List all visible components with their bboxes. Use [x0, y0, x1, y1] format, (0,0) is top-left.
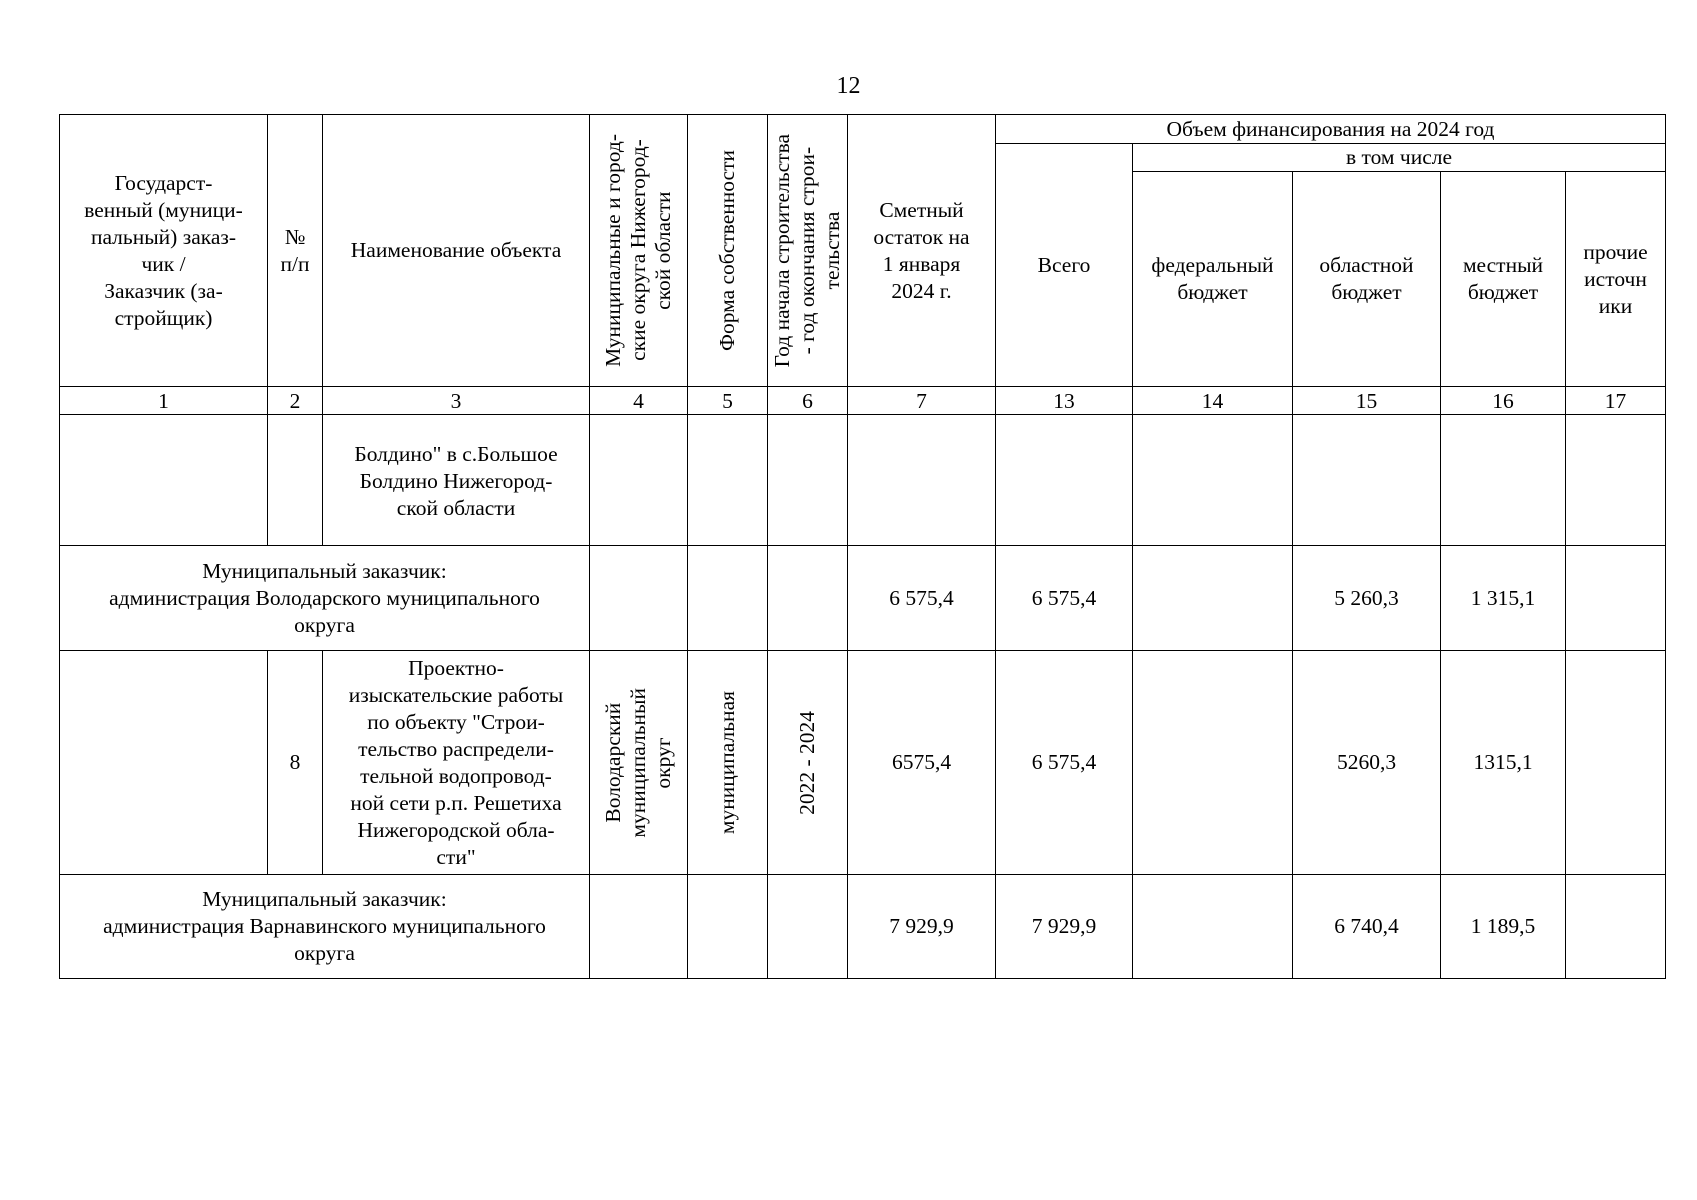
column-number: 4 — [590, 387, 688, 415]
funding-local: 1 315,1 — [1441, 546, 1566, 651]
estimate-balance: 6575,4 — [848, 651, 996, 875]
cell-empty — [60, 651, 268, 875]
header-federal: федеральный бюджет — [1133, 172, 1293, 387]
customer-label: Муниципальный заказчик: администрация Володарского муниципального округа — [60, 546, 590, 651]
funding-total: 6 575,4 — [996, 651, 1133, 875]
estimate-balance: 6 575,4 — [848, 546, 996, 651]
object-name: Проектно- изыскательские работы по объекту "Строи- тельство распредели- тельной водопровод- ной сети р.п. Решетиха Нижегородской обла- сти" — [323, 651, 590, 875]
table-row-customer-varnavinsky — [60, 875, 1666, 979]
column-number: 5 — [688, 387, 768, 415]
funding-federal — [1133, 651, 1293, 875]
header-local: местный бюджет — [1441, 172, 1566, 387]
column-number: 1 — [60, 387, 268, 415]
estimate-balance: 7 929,9 — [848, 875, 996, 979]
header-municipalities-text: Муниципальные и город- ские округа Нижегород- ской области — [601, 134, 675, 367]
cell-empty — [688, 875, 768, 979]
table-row-customer-volodarsky — [60, 546, 1666, 651]
funding-total: 6 575,4 — [996, 546, 1133, 651]
funding-local: 1315,1 — [1441, 651, 1566, 875]
column-number: 13 — [996, 387, 1133, 415]
funding-total: 7 929,9 — [996, 875, 1133, 979]
funding-other — [1566, 546, 1666, 651]
header-regional: областной бюджет — [1293, 172, 1441, 387]
cell-empty — [996, 415, 1133, 546]
funding-regional: 5 260,3 — [1293, 546, 1441, 651]
municipality — [590, 651, 688, 875]
table-row-item-8 — [60, 651, 1666, 875]
object-name-continuation: Болдино" в с.Большое Болдино Нижегород- ской области — [323, 415, 590, 546]
column-number: 2 — [268, 387, 323, 415]
construction-years-text: 2022 - 2024 — [795, 710, 819, 815]
header-other: прочие источн ики — [1566, 172, 1666, 387]
funding-federal — [1133, 546, 1293, 651]
municipality-text: Володарский муниципальный округ — [601, 687, 675, 838]
header-including: в том числе — [1133, 144, 1666, 172]
header-funding-title: Объем финансирования на 2024 год — [996, 115, 1666, 144]
cell-empty — [590, 875, 688, 979]
funding-regional: 6 740,4 — [1293, 875, 1441, 979]
column-number: 16 — [1441, 387, 1566, 415]
header-total: Всего — [996, 144, 1133, 387]
funding-other — [1566, 875, 1666, 979]
table-row-continuation — [60, 415, 1666, 546]
header-num: № п/п — [268, 115, 323, 387]
column-number: 15 — [1293, 387, 1441, 415]
funding-regional: 5260,3 — [1293, 651, 1441, 875]
funding-other — [1566, 651, 1666, 875]
header-years-text: Год начала строительства - год окончания строи- тельства — [770, 133, 844, 368]
header-estimate-balance: Сметный остаток на 1 января 2024 г. — [848, 115, 996, 387]
cell-empty — [848, 415, 996, 546]
funding-federal — [1133, 875, 1293, 979]
cell-empty — [688, 415, 768, 546]
header-years — [768, 115, 848, 387]
customer-label: Муниципальный заказчик: администрация Варнавинского муниципального округа — [60, 875, 590, 979]
header-object-name: Наименование объекта — [323, 115, 590, 387]
financing-table — [59, 114, 1666, 979]
page-number: 12 — [836, 73, 861, 99]
funding-local: 1 189,5 — [1441, 875, 1566, 979]
column-number: 3 — [323, 387, 590, 415]
cell-empty — [268, 415, 323, 546]
cell-empty — [1566, 415, 1666, 546]
cell-empty — [768, 546, 848, 651]
header-ownership-text: Форма собственности — [715, 149, 739, 352]
cell-empty — [768, 875, 848, 979]
ownership — [688, 651, 768, 875]
ownership-text: муниципальная — [715, 690, 739, 835]
column-number: 6 — [768, 387, 848, 415]
cell-empty — [768, 415, 848, 546]
cell-empty — [1133, 415, 1293, 546]
construction-years — [768, 651, 848, 875]
header-municipalities — [590, 115, 688, 387]
column-number: 14 — [1133, 387, 1293, 415]
cell-empty — [1441, 415, 1566, 546]
column-number: 7 — [848, 387, 996, 415]
header-ownership — [688, 115, 768, 387]
item-number: 8 — [268, 651, 323, 875]
cell-empty — [590, 546, 688, 651]
cell-empty — [590, 415, 688, 546]
cell-empty — [1293, 415, 1441, 546]
column-number: 17 — [1566, 387, 1666, 415]
cell-empty — [688, 546, 768, 651]
header-customer: Государст- венный (муници- пальный) заказ- чик / Заказчик (за- стройщик) — [60, 115, 268, 387]
cell-empty — [60, 415, 268, 546]
